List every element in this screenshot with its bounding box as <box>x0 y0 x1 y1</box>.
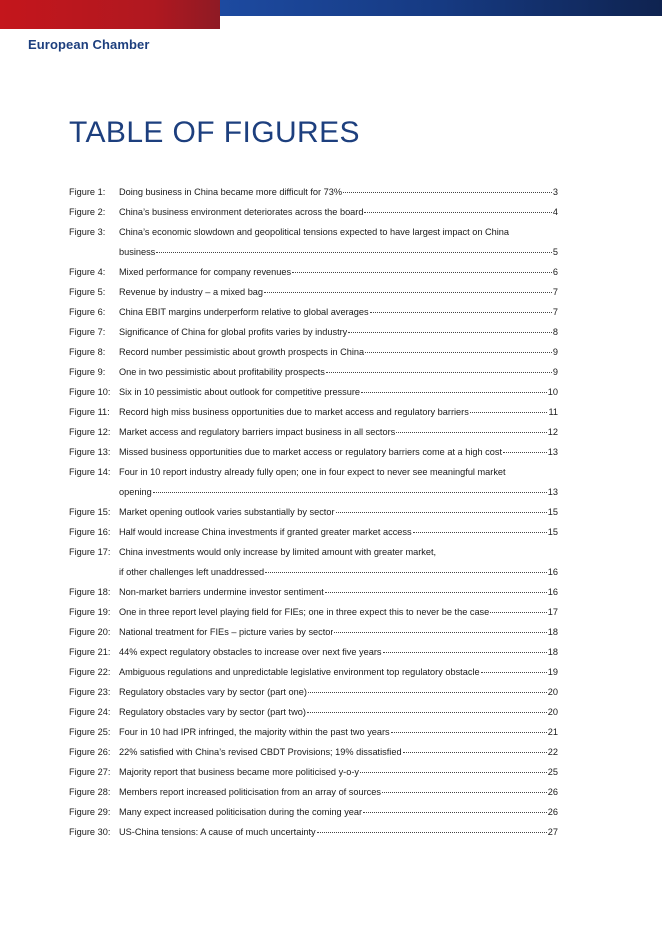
figure-entry[interactable] <box>69 262 558 282</box>
figure-title: US-China tensions: A cause of much uncertainty <box>119 827 316 837</box>
dot-leader <box>396 432 547 433</box>
dot-leader <box>470 412 548 413</box>
figure-entry[interactable] <box>69 762 558 782</box>
page-number: 18 <box>547 647 558 657</box>
figure-number: Figure 11: <box>69 407 110 417</box>
page-number: 25 <box>547 767 558 777</box>
figure-number: Figure 22: <box>69 667 111 677</box>
figure-number: Figure 18: <box>69 587 111 597</box>
figure-entry[interactable] <box>69 642 558 662</box>
dot-leader <box>326 372 552 373</box>
figure-entry[interactable] <box>69 662 558 682</box>
figure-entry[interactable] <box>69 782 558 802</box>
dot-leader <box>490 612 547 613</box>
figure-number: Figure 14: <box>69 467 111 477</box>
dot-leader <box>365 352 552 353</box>
dot-leader <box>360 772 547 773</box>
figure-entry[interactable] <box>69 622 558 642</box>
page-number: 13 <box>547 447 558 457</box>
page-number: 10 <box>547 387 558 397</box>
figure-number: Figure 16: <box>69 527 111 537</box>
figure-title: China’s economic slowdown and geopolitical tensions expected to have largest impact on China <box>119 227 510 237</box>
dot-leader <box>343 192 552 193</box>
dot-leader <box>156 252 552 253</box>
figure-entry[interactable] <box>69 702 558 722</box>
dot-leader <box>307 712 547 713</box>
dot-leader <box>264 292 552 293</box>
dot-leader <box>403 752 547 753</box>
header-band-blue <box>220 0 662 16</box>
figure-entry[interactable] <box>69 522 558 542</box>
dot-leader <box>317 832 547 833</box>
figure-entry[interactable] <box>69 382 558 402</box>
figure-entry[interactable] <box>69 722 558 742</box>
figure-title: Missed business opportunities due to market access or regulatory barriers come at a high cost <box>119 447 502 457</box>
figure-title: National treatment for FIEs – picture varies by sector <box>119 627 334 637</box>
page-number: 16 <box>547 587 558 597</box>
page-number: 12 <box>547 427 558 437</box>
page-number: 6 <box>552 267 558 277</box>
dot-leader <box>383 652 547 653</box>
brand-name: European Chamber <box>28 37 150 52</box>
dot-leader <box>334 632 546 633</box>
figure-number: Figure 1: <box>69 187 106 197</box>
figure-number: Figure 3: <box>69 227 106 237</box>
figure-title: China investments would only increase by limited amount with greater market, <box>119 547 437 557</box>
figure-title: Four in 10 report industry already fully open; one in four expect to never see meaningful market <box>119 467 506 477</box>
page-number: 13 <box>547 487 558 497</box>
figure-title: Market access and regulatory barriers impact business in all sectors <box>119 427 396 437</box>
page-number: 20 <box>547 687 558 697</box>
figure-title: Many expect increased politicisation during the coming year <box>119 807 363 817</box>
figure-title: Record high miss business opportunities due to market access and regulatory barriers <box>119 407 469 417</box>
figure-number: Figure 21: <box>69 647 111 657</box>
page-number: 26 <box>547 807 558 817</box>
figure-number: Figure 28: <box>69 787 111 797</box>
figure-number: Figure 2: <box>69 207 106 217</box>
figure-title-continuation: opening <box>119 487 152 497</box>
page-number: 11 <box>548 407 558 417</box>
figure-entry[interactable] <box>69 402 558 422</box>
page-number: 19 <box>547 667 558 677</box>
figure-entry[interactable] <box>69 502 558 522</box>
figure-entry[interactable] <box>69 602 558 622</box>
figure-title: Majority report that business became more politicised y-o-y <box>119 767 359 777</box>
page-number: 7 <box>552 307 558 317</box>
figure-entry[interactable] <box>69 182 558 202</box>
dot-leader <box>325 592 547 593</box>
figure-entry[interactable] <box>69 342 558 362</box>
figure-entry[interactable] <box>69 802 558 822</box>
dot-leader <box>503 452 547 453</box>
page-number: 7 <box>552 287 558 297</box>
figure-entry[interactable] <box>69 222 558 242</box>
figure-entry[interactable] <box>69 442 558 462</box>
figure-title: Market opening outlook varies substantially by sector <box>119 507 335 517</box>
figure-title: Regulatory obstacles vary by sector (part two) <box>119 707 306 717</box>
figure-title: Regulatory obstacles vary by sector (part one) <box>119 687 307 697</box>
figure-entry-continuation[interactable] <box>69 562 558 582</box>
figure-title: 44% expect regulatory obstacles to increase over next five years <box>119 647 382 657</box>
figure-number: Figure 23: <box>69 687 111 697</box>
figure-number: Figure 24: <box>69 707 111 717</box>
figure-entry[interactable] <box>69 362 558 382</box>
figure-title: China’s business environment deteriorates across the board <box>119 207 364 217</box>
page-number: 5 <box>552 247 558 257</box>
figure-number: Figure 19: <box>69 607 111 617</box>
page-number: 18 <box>547 627 558 637</box>
page-number: 22 <box>547 747 558 757</box>
figure-number: Figure 17: <box>69 547 111 557</box>
figure-title: Mixed performance for company revenues <box>119 267 292 277</box>
figure-number: Figure 6: <box>69 307 106 317</box>
figure-number: Figure 25: <box>69 727 111 737</box>
dot-leader <box>265 572 547 573</box>
figure-entry[interactable] <box>69 582 558 602</box>
dot-leader <box>308 692 547 693</box>
dot-leader <box>413 532 547 533</box>
figure-title: Revenue by industry – a mixed bag <box>119 287 264 297</box>
page-number: 26 <box>547 787 558 797</box>
page-number: 15 <box>547 527 558 537</box>
figure-number: Figure 9: <box>69 367 106 377</box>
figure-number: Figure 10: <box>69 387 111 397</box>
page-number: 17 <box>547 607 558 617</box>
figure-title: Half would increase China investments if granted greater market access <box>119 527 412 537</box>
figure-number: Figure 26: <box>69 747 111 757</box>
page-number: 3 <box>552 187 558 197</box>
figure-title: Non-market barriers undermine investor sentiment <box>119 587 324 597</box>
dot-leader <box>391 732 547 733</box>
dot-leader <box>292 272 552 273</box>
dot-leader <box>481 672 547 673</box>
figure-entry[interactable] <box>69 422 558 442</box>
figure-entry[interactable] <box>69 462 558 482</box>
figure-title: China EBIT margins underperform relative to global averages <box>119 307 369 317</box>
figure-number: Figure 4: <box>69 267 106 277</box>
figure-entry[interactable] <box>69 742 558 762</box>
table-of-figures <box>69 182 558 842</box>
page-number: 4 <box>552 207 558 217</box>
figure-title: Doing business in China became more difficult for 73% <box>119 187 342 197</box>
figure-title: Ambiguous regulations and unpredictable legislative environment top regulatory obstacle <box>119 667 480 677</box>
page-number: 15 <box>547 507 558 517</box>
figure-number: Figure 8: <box>69 347 106 357</box>
figure-title: 22% satisfied with China’s revised CBDT Provisions; 19% dissatisfied <box>119 747 402 757</box>
page-number: 9 <box>552 367 558 377</box>
dot-leader <box>382 792 547 793</box>
header-band-red <box>0 0 220 29</box>
page-number: 27 <box>547 827 558 837</box>
dot-leader <box>361 392 547 393</box>
figure-title-continuation: business <box>119 247 156 257</box>
figure-title: Significance of China for global profits varies by industry <box>119 327 348 337</box>
dot-leader <box>336 512 547 513</box>
page-number: 16 <box>547 567 558 577</box>
figure-number: Figure 13: <box>69 447 111 457</box>
page-number: 9 <box>552 347 558 357</box>
figure-number: Figure 27: <box>69 767 111 777</box>
figure-number: Figure 5: <box>69 287 106 297</box>
figure-number: Figure 7: <box>69 327 106 337</box>
page-number: 20 <box>547 707 558 717</box>
figure-entry[interactable] <box>69 302 558 322</box>
figure-title: One in three report level playing field for FIEs; one in three expect this to never be the case <box>119 607 490 617</box>
dot-leader <box>348 332 552 333</box>
dot-leader <box>370 312 552 313</box>
figure-entry[interactable] <box>69 322 558 342</box>
figure-number: Figure 20: <box>69 627 111 637</box>
figure-entry[interactable] <box>69 682 558 702</box>
figure-title: Members report increased politicisation from an array of sources <box>119 787 381 797</box>
dot-leader <box>153 492 547 493</box>
figure-entry-continuation[interactable] <box>69 482 558 502</box>
figure-title: One in two pessimistic about profitability prospects <box>119 367 325 377</box>
figure-title: Record number pessimistic about growth prospects in China <box>119 347 365 357</box>
page-number: 8 <box>552 327 558 337</box>
figure-entry[interactable] <box>69 282 558 302</box>
page-number: 21 <box>547 727 558 737</box>
figure-entry[interactable] <box>69 202 558 222</box>
figure-title: Four in 10 had IPR infringed, the majority within the past two years <box>119 727 390 737</box>
figure-entry[interactable] <box>69 822 558 842</box>
figure-number: Figure 29: <box>69 807 111 817</box>
figure-title: Six in 10 pessimistic about outlook for competitive pressure <box>119 387 361 397</box>
figure-entry-continuation[interactable] <box>69 242 558 262</box>
page-title: TABLE OF FIGURES <box>69 116 360 149</box>
figure-title-continuation: if other challenges left unaddressed <box>119 567 265 577</box>
dot-leader <box>364 212 551 213</box>
dot-leader <box>363 812 547 813</box>
figure-number: Figure 15: <box>69 507 111 517</box>
figure-entry[interactable] <box>69 542 558 562</box>
figure-number: Figure 12: <box>69 427 111 437</box>
figure-number: Figure 30: <box>69 827 111 837</box>
